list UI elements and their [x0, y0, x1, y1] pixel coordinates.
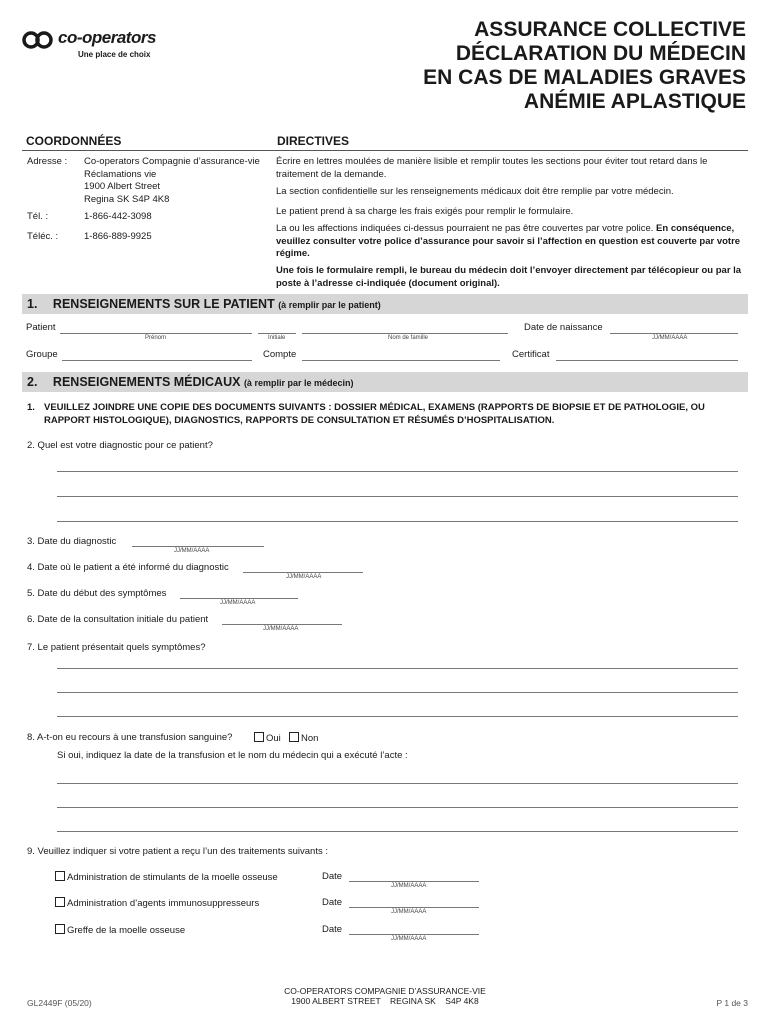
patient-label: Patient	[26, 322, 56, 333]
directives-heading: DIRECTIVES	[277, 134, 350, 148]
q8-line-3[interactable]	[57, 831, 738, 832]
dob-caption: JJ/MM/AAAA	[652, 335, 688, 341]
q4-date-caption: JJ/MM/AAAA	[286, 574, 322, 580]
logo-tagline: Une place de choix	[78, 50, 151, 59]
group-field[interactable]	[62, 360, 252, 361]
group-label: Groupe	[26, 349, 58, 360]
treatment-2-date-caption: JJ/MM/AAAA	[391, 909, 427, 915]
form-code: GL2449F (05/20)	[27, 998, 92, 1008]
logo-text: co-operators	[58, 28, 156, 47]
treatment-2-date-label: Date	[322, 897, 343, 908]
q8-line-1[interactable]	[57, 783, 738, 784]
directive-3: Le patient prend à sa charge les frais exigés pour remplir le formulaire.	[276, 206, 574, 217]
q5-date-caption: JJ/MM/AAAA	[220, 600, 256, 606]
last-name-caption: Nom de famille	[388, 335, 429, 341]
q3-text: 3. Date du diagnostic	[27, 536, 117, 547]
q2-text: 2. Quel est votre diagnostic pour ce patient?	[27, 440, 213, 451]
treatment-1-date-label: Date	[322, 871, 343, 882]
form-title: ASSURANCE COLLECTIVE DÉCLARATION DU MÉDECIN EN CAS DE MALADIES GRAVES ANÉMIE APLASTIQUE	[423, 18, 746, 113]
q5-text: 5. Date du début des symptômes	[27, 588, 167, 599]
page-number: P 1 de 3	[716, 998, 748, 1008]
q1-number: 1.	[27, 402, 35, 413]
directive-1: Écrire en lettres moulées de manière lisible et remplir toutes les sections pour éviter tout retard dans le traitement de la demande.	[276, 156, 708, 180]
first-name-caption: Prénom	[145, 335, 167, 341]
treatment-3[interactable]: Greffe de la moelle osseuse	[55, 924, 185, 936]
treatment-2-date-field[interactable]	[349, 907, 479, 908]
q2-line-1[interactable]	[57, 471, 738, 472]
certificate-label: Certificat	[512, 349, 550, 360]
dob-label: Date de naissance	[524, 322, 603, 333]
directive-2: La section confidentielle sur les renseignements médicaux doit être remplie par votre médecin.	[276, 186, 674, 197]
q9-text: 9. Veuillez indiquer si votre patient a reçu l’un des traitements suivants :	[27, 846, 328, 857]
address-label: Adresse :	[27, 156, 68, 167]
treatment-2[interactable]: Administration d’agents immunosuppresseurs	[55, 897, 259, 909]
dob-field[interactable]	[610, 333, 738, 334]
account-field[interactable]	[302, 360, 500, 361]
q8-line-2[interactable]	[57, 807, 738, 808]
non-checkbox[interactable]	[289, 732, 299, 742]
q2-line-3[interactable]	[57, 521, 738, 522]
q6-date-caption: JJ/MM/AAAA	[263, 626, 299, 632]
q7-line-1[interactable]	[57, 668, 738, 669]
q8b-text: Si oui, indiquez la date de la transfusion et le nom du médecin qui a exécuté l’acte :	[57, 750, 408, 761]
q6-text: 6. Date de la consultation initiale du patient	[27, 614, 209, 625]
q8-non-option[interactable]: Non	[289, 732, 318, 744]
directive-4: La ou les affections indiquées ci-dessus pourraient ne pas être couvertes par votre police. En conséquence, veuillez consulter votre police d’assurance pour savoir si l’affection en question est couverte par votre régime.	[276, 223, 741, 259]
q8-oui-option[interactable]: Oui	[254, 732, 281, 744]
footer-address-block: CO-OPERATORS COMPAGNIE D’ASSURANCE-VIE 1900 ALBERT STREET REGINA SK S4P 4K8	[284, 986, 486, 1006]
fax-value: 1-866-889-9925	[84, 231, 152, 242]
initial-caption: Initiale	[268, 335, 286, 341]
account-label: Compte	[263, 349, 297, 360]
logo-icon	[22, 28, 54, 52]
q2-line-2[interactable]	[57, 496, 738, 497]
q1-text: VEUILLEZ JOINDRE UNE COPIE DES DOCUMENTS SUIVANTS : DOSSIER MÉDICAL, EXAMENS (RAPPORTS DE BIOPSIE ET DE PATHOLOGIE, OU RAPPORT HISTOLOGIQUE), DIAGNOSTICS, RAPPORTS DE CONSULTATION ET RÉSUMÉS D’HOSPITALISATION.	[44, 402, 705, 426]
address-block: Co-operators Compagnie d’assurance-vie Réclamations vie 1900 Albert Street Regina SK S4P 4K8	[84, 156, 260, 205]
tel-value: 1-866-442-3098	[84, 211, 152, 222]
treatment-2-checkbox[interactable]	[55, 897, 65, 907]
q3-date-field[interactable]	[132, 546, 264, 547]
treatment-1-date-caption: JJ/MM/AAAA	[391, 883, 427, 889]
q3-date-caption: JJ/MM/AAAA	[174, 548, 210, 554]
treatment-3-checkbox[interactable]	[55, 924, 65, 934]
directive-5: Une fois le formulaire rempli, le bureau du médecin doit l’envoyer directement par télécopieur ou par la poste à l’adresse ci-indiquée (document original).	[276, 265, 742, 289]
q4-date-field[interactable]	[243, 572, 363, 573]
divider	[22, 150, 748, 151]
q6-date-field[interactable]	[222, 624, 342, 625]
treatment-3-date-caption: JJ/MM/AAAA	[391, 936, 427, 942]
oui-checkbox[interactable]	[254, 732, 264, 742]
first-name-field[interactable]	[60, 333, 252, 334]
q7-line-2[interactable]	[57, 692, 738, 693]
fax-label: Téléc. :	[27, 231, 59, 242]
treatment-1-date-field[interactable]	[349, 881, 479, 882]
section2-header: 2. RENSEIGNEMENTS MÉDICAUX (à remplir par le médecin)	[22, 372, 748, 392]
q4-text: 4. Date où le patient a été informé du diagnostic	[27, 562, 229, 573]
treatment-1-checkbox[interactable]	[55, 871, 65, 881]
treatment-3-date-field[interactable]	[349, 934, 479, 935]
q7-text: 7. Le patient présentait quels symptômes?	[27, 642, 206, 653]
initial-field[interactable]	[258, 333, 296, 334]
last-name-field[interactable]	[302, 333, 508, 334]
section1-header: 1. RENSEIGNEMENTS SUR LE PATIENT (à remplir par le patient)	[22, 294, 748, 314]
treatment-1[interactable]: Administration de stimulants de la moelle osseuse	[55, 871, 278, 883]
coords-heading: COORDONNÉES	[26, 134, 122, 148]
tel-label: Tél. :	[27, 211, 49, 222]
company-logo	[22, 26, 182, 66]
q7-line-3[interactable]	[57, 716, 738, 717]
q5-date-field[interactable]	[180, 598, 298, 599]
q8-text: 8. A-t-on eu recours à une transfusion sanguine?	[27, 732, 233, 743]
treatment-3-date-label: Date	[322, 924, 343, 935]
certificate-field[interactable]	[556, 360, 738, 361]
